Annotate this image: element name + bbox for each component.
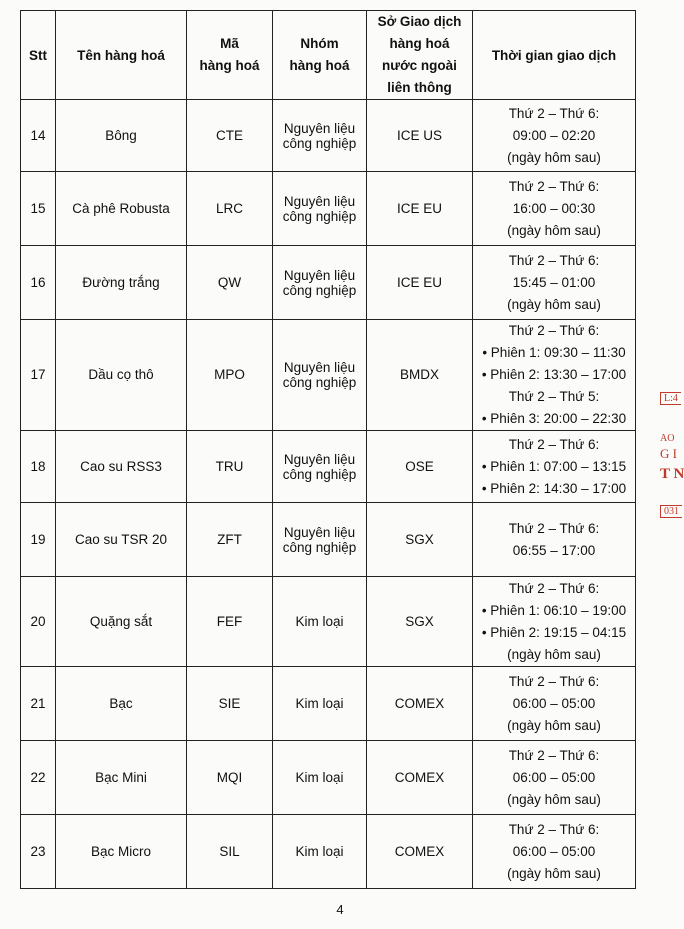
header-group (273, 11, 367, 100)
cell-line: công nghiệp (282, 135, 357, 151)
cell-stt: 21 (21, 667, 56, 741)
cell-name: Cà phê Robusta (56, 172, 187, 246)
table-row (21, 172, 636, 246)
stamp-fragment: T N (660, 466, 684, 482)
cell-code: SIL (187, 815, 273, 889)
cell-exchange: BMDX (367, 320, 473, 431)
cell-group (273, 431, 367, 503)
stamp-fragment: 031 (660, 505, 682, 518)
cell-line: • Phiên 2: 19:15 – 04:15 (481, 624, 627, 640)
cell-stt: 17 (21, 320, 56, 431)
table-row (21, 577, 636, 667)
cell-exchange: COMEX (367, 667, 473, 741)
cell-code: ZFT (187, 503, 273, 577)
cell-group (273, 100, 367, 172)
stamp-fragment: G I (660, 446, 677, 461)
cell-line: (ngày hôm sau) (507, 296, 601, 312)
cell-code: FEF (187, 577, 273, 667)
cell-line: 06:00 – 05:00 (512, 843, 596, 859)
cell-name: Dầu cọ thô (56, 320, 187, 431)
table-row (21, 667, 636, 741)
cell-line: (ngày hôm sau) (507, 149, 601, 165)
cell-code: TRU (187, 431, 273, 503)
cell-group (273, 320, 367, 431)
cell-stt: 20 (21, 577, 56, 667)
cell-line: Thứ 2 – Thứ 6: (508, 520, 600, 536)
cell-group (273, 667, 367, 741)
cell-exchange: ICE EU (367, 172, 473, 246)
table-header-row (21, 11, 636, 100)
cell-line: Thứ 2 – Thứ 6: (508, 821, 600, 837)
cell-line: liên thông (387, 80, 452, 95)
cell-line: Thứ 2 – Thứ 6: (508, 178, 600, 194)
cell-line: công nghiệp (282, 208, 357, 224)
cell-line: Thứ 2 – Thứ 6: (508, 252, 600, 268)
cell-line: • Phiên 2: 13:30 – 17:00 (481, 367, 627, 382)
cell-line: công nghiệp (282, 375, 357, 390)
cell-line: Mã (220, 36, 239, 51)
cell-group (273, 503, 367, 577)
cell-stt: 18 (21, 431, 56, 503)
cell-line: Nguyên liệu (283, 267, 356, 283)
cell-exchange: ICE EU (367, 246, 473, 320)
cell-line: Thứ 2 – Thứ 6: (508, 436, 600, 452)
cell-group (273, 246, 367, 320)
table-row (21, 320, 636, 431)
cell-line: công nghiệp (282, 282, 357, 298)
cell-line: (ngày hôm sau) (507, 717, 601, 733)
cell-line: Kim loại (295, 614, 344, 629)
cell-line: 16:00 – 00:30 (512, 200, 596, 216)
cell-line: Kim loại (295, 770, 344, 785)
cell-code: MPO (187, 320, 273, 431)
cell-name: Bạc Micro (56, 815, 187, 889)
table-row (21, 503, 636, 577)
cell-line: 09:00 – 02:20 (512, 127, 596, 143)
cell-name: Đường trắng (56, 246, 187, 320)
cell-group (273, 815, 367, 889)
cell-line: công nghiệp (282, 466, 357, 482)
cell-code: LRC (187, 172, 273, 246)
cell-line: Nguyên liệu (283, 120, 356, 136)
cell-line: Thứ 2 – Thứ 5: (508, 389, 600, 404)
cell-name: Bông (56, 100, 187, 172)
cell-time (473, 246, 636, 320)
cell-stt: 14 (21, 100, 56, 172)
cell-time (473, 172, 636, 246)
cell-line: Kim loại (295, 696, 344, 711)
cell-line: • Phiên 1: 07:00 – 13:15 (481, 458, 627, 474)
cell-code: QW (187, 246, 273, 320)
cell-time (473, 100, 636, 172)
cell-line: 15:45 – 01:00 (512, 274, 596, 290)
cell-code: SIE (187, 667, 273, 741)
table-row (21, 100, 636, 172)
cell-line: • Phiên 2: 14:30 – 17:00 (481, 480, 627, 496)
cell-line: Nguyên liệu (283, 193, 356, 209)
cell-line: • Phiên 3: 20:00 – 22:30 (481, 411, 627, 426)
table-row (21, 246, 636, 320)
cell-line: công nghiệp (282, 539, 357, 555)
cell-name: Quặng sắt (56, 577, 187, 667)
cell-name: Cao su TSR 20 (56, 503, 187, 577)
cell-line: Thứ 2 – Thứ 6: (508, 673, 600, 689)
cell-time (473, 431, 636, 503)
cell-line: (ngày hôm sau) (507, 222, 601, 238)
cell-line: Nguyên liệu (283, 360, 356, 375)
header-exchange (367, 11, 473, 100)
table-row (21, 815, 636, 889)
cell-line: hàng hoá (289, 58, 350, 73)
cell-time (473, 503, 636, 577)
page-number: 4 (336, 902, 344, 917)
cell-stt: 16 (21, 246, 56, 320)
cell-line: Thứ 2 – Thứ 6: (508, 323, 600, 338)
cell-stt: 22 (21, 741, 56, 815)
cell-line: Thứ 2 – Thứ 6: (508, 747, 600, 763)
cell-time (473, 320, 636, 431)
cell-exchange: ICE US (367, 100, 473, 172)
cell-line: nước ngoài (382, 58, 457, 73)
cell-line: Thứ 2 – Thứ 6: (508, 105, 600, 121)
cell-group (273, 741, 367, 815)
cell-time (473, 815, 636, 889)
cell-line: • Phiên 1: 06:10 – 19:00 (481, 602, 627, 618)
cell-time (473, 577, 636, 667)
cell-exchange: SGX (367, 503, 473, 577)
cell-line: (ngày hôm sau) (507, 791, 601, 807)
cell-group (273, 172, 367, 246)
cell-line: Kim loại (295, 844, 344, 859)
cell-name: Bạc (56, 667, 187, 741)
header-name: Tên hàng hoá (56, 11, 187, 100)
table-row (21, 431, 636, 503)
cell-line: hàng hoá (199, 58, 260, 73)
cell-stt: 15 (21, 172, 56, 246)
cell-line: Sở Giao dịch (377, 14, 462, 29)
cell-exchange: OSE (367, 431, 473, 503)
cell-line: Nguyên liệu (283, 524, 356, 540)
cell-line: 06:55 – 17:00 (512, 542, 596, 558)
header-time: Thời gian giao dịch (473, 11, 636, 100)
cell-exchange: COMEX (367, 741, 473, 815)
cell-code: CTE (187, 100, 273, 172)
cell-name: Cao su RSS3 (56, 431, 187, 503)
cell-line: hàng hoá (389, 36, 450, 51)
cell-stt: 23 (21, 815, 56, 889)
header-stt: Stt (21, 11, 56, 100)
cell-exchange: COMEX (367, 815, 473, 889)
commodity-table (20, 10, 636, 889)
cell-group (273, 577, 367, 667)
cell-code: MQI (187, 741, 273, 815)
cell-line: 06:00 – 05:00 (512, 769, 596, 785)
cell-time (473, 667, 636, 741)
cell-line: (ngày hôm sau) (507, 865, 601, 881)
cell-name: Bạc Mini (56, 741, 187, 815)
stamp-fragment: AO (660, 433, 675, 444)
cell-stt: 19 (21, 503, 56, 577)
cell-line: Nguyên liệu (283, 451, 356, 467)
cell-line: (ngày hôm sau) (507, 646, 601, 662)
cell-line: • Phiên 1: 09:30 – 11:30 (482, 345, 626, 360)
stamp-fragment: L:4 (660, 392, 681, 405)
cell-time (473, 741, 636, 815)
cell-line: Nhóm (300, 36, 339, 51)
header-code (187, 11, 273, 100)
cell-exchange: SGX (367, 577, 473, 667)
cell-line: Thứ 2 – Thứ 6: (508, 580, 600, 596)
table-row (21, 741, 636, 815)
cell-line: 06:00 – 05:00 (512, 695, 596, 711)
